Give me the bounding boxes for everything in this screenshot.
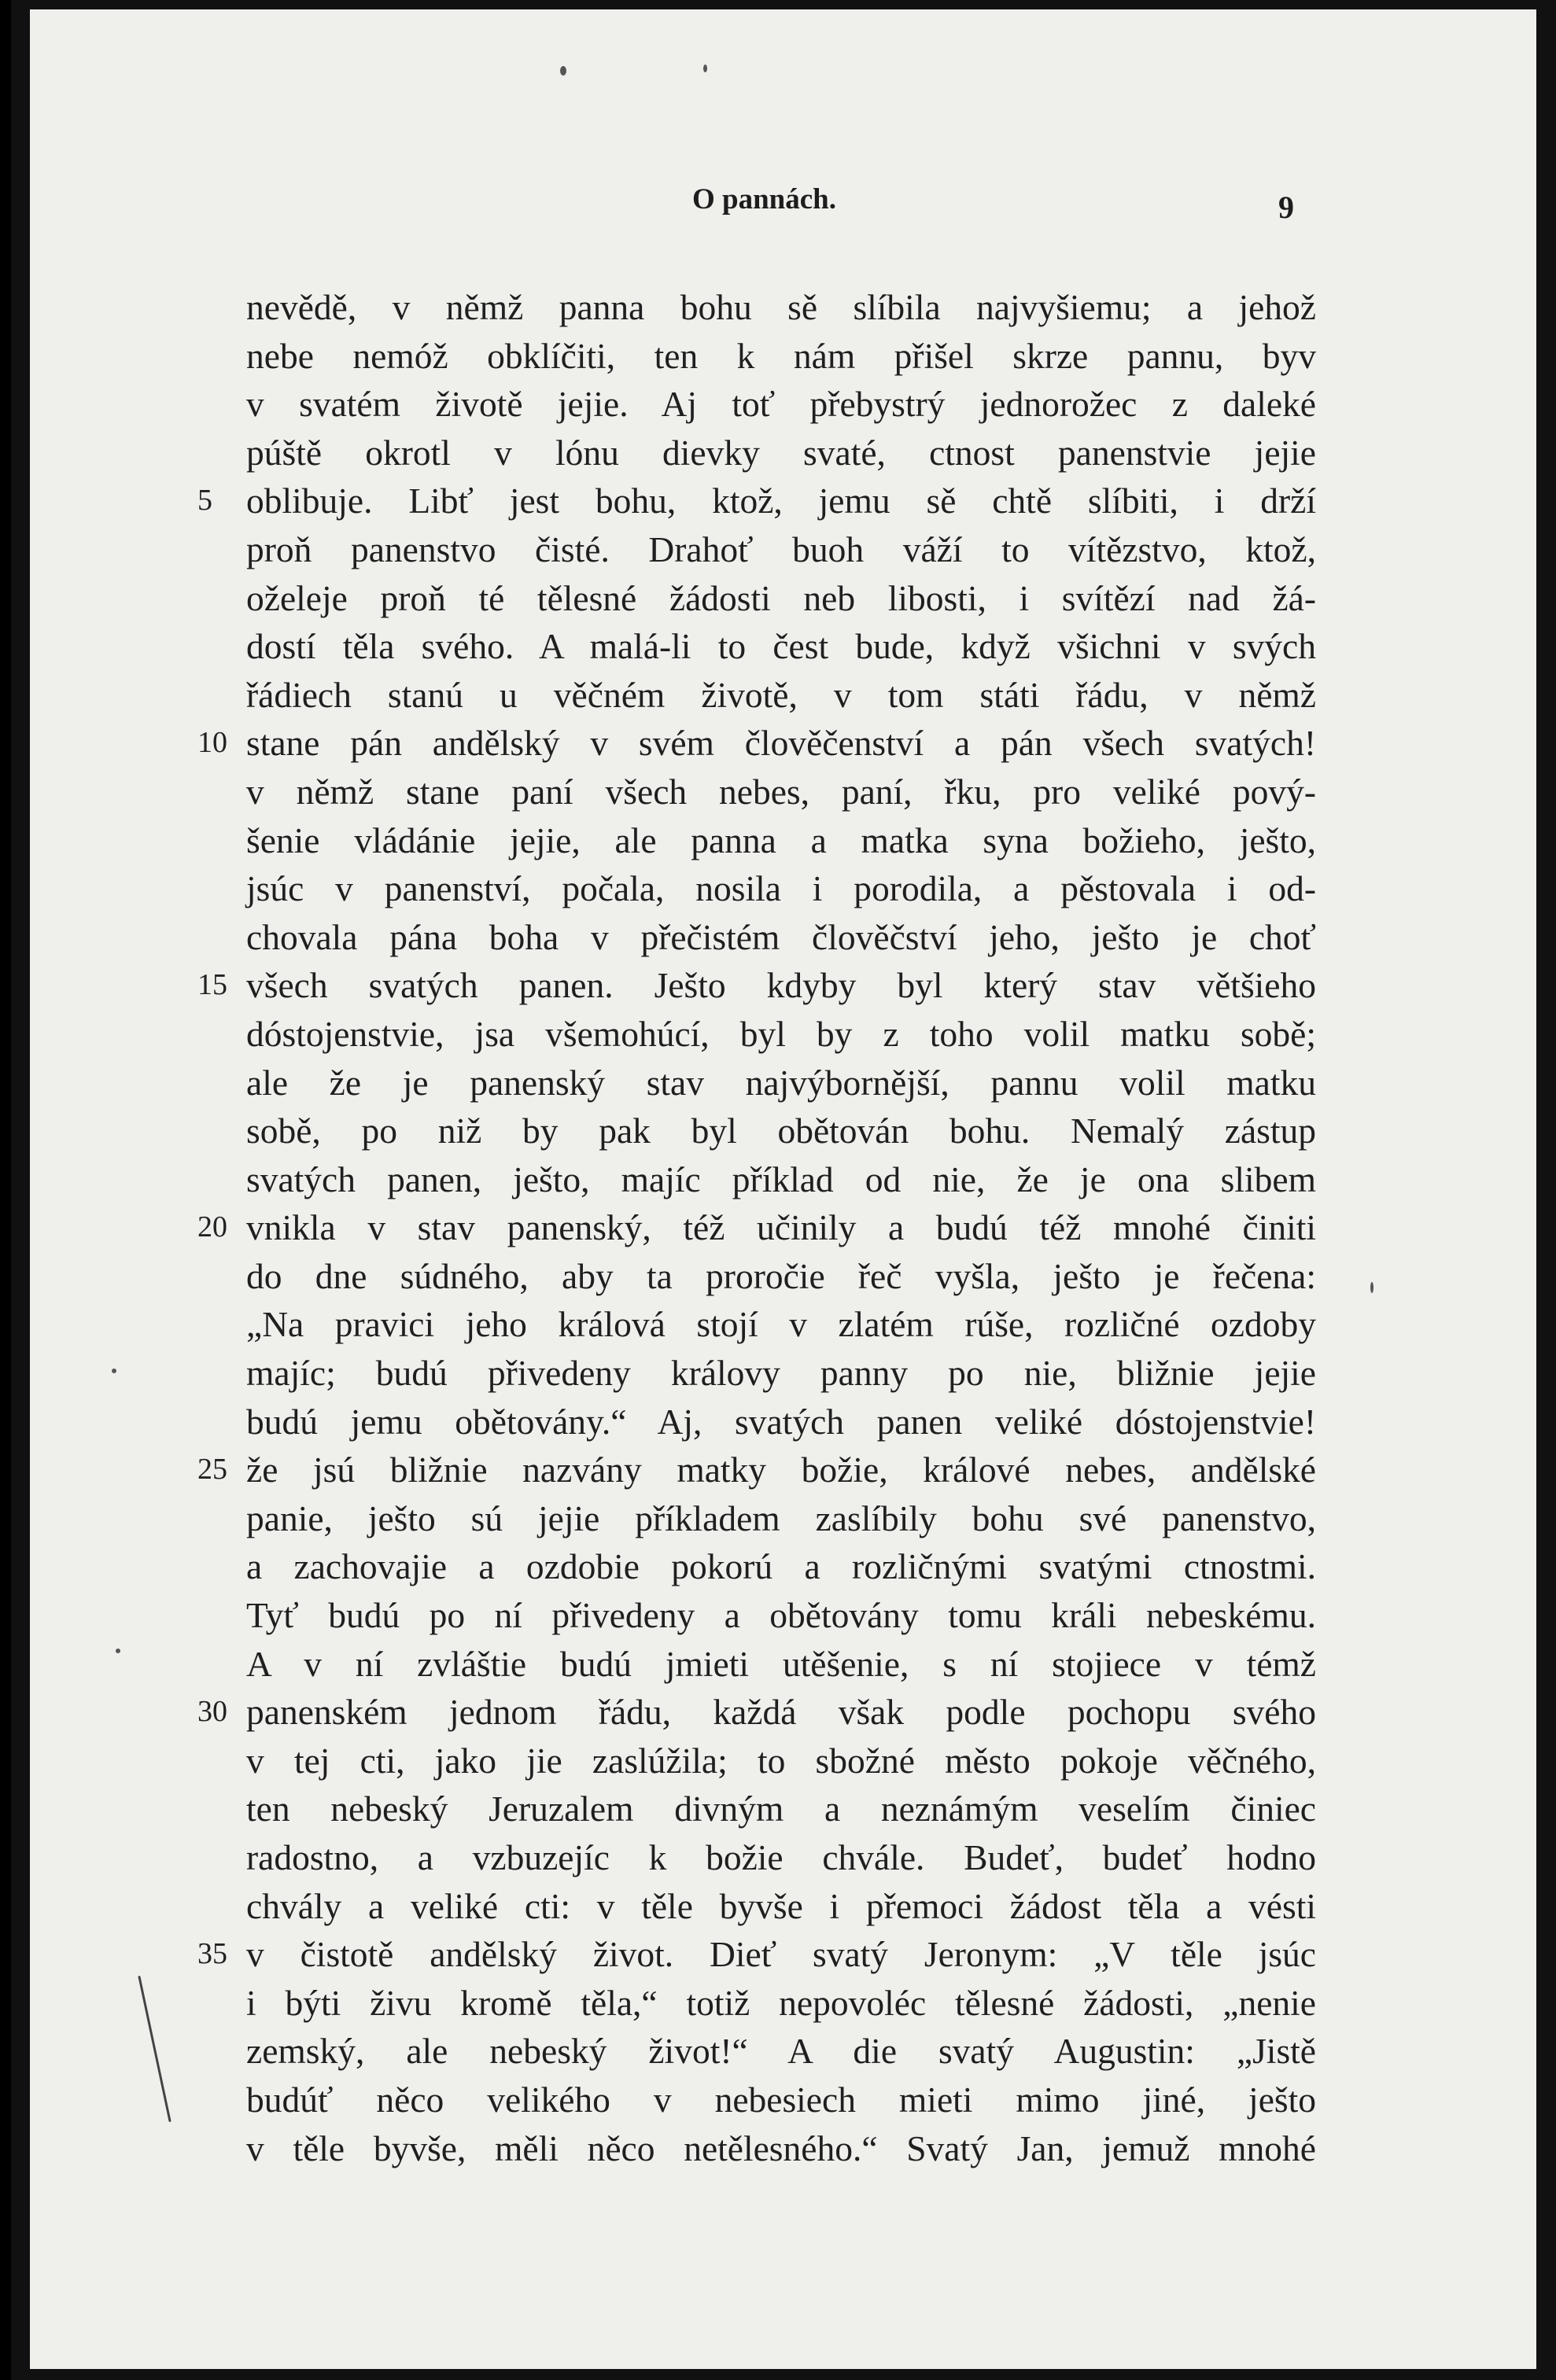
line-number: 20	[197, 1210, 227, 1244]
text-line	[197, 1203, 1316, 1252]
line-text: vnikla v stav panenský, též učinily a budú též mnohé činiti	[246, 1207, 1316, 1248]
text-line	[246, 525, 1316, 574]
text-line	[246, 816, 1316, 865]
line-number: 10	[197, 726, 227, 760]
line-text: proň panenstvo čisté. Drahoť buoh váží to vítězstvo, ktož,	[246, 529, 1316, 569]
text-line	[246, 1059, 1316, 1107]
text-line	[197, 1688, 1316, 1737]
text-line	[246, 380, 1316, 429]
line-text: šenie vládánie jejie, ale panna a matka syna božieho, ješto,	[246, 820, 1316, 860]
text-line	[246, 332, 1316, 381]
line-number: 5	[197, 484, 212, 518]
text-line	[246, 768, 1316, 816]
line-text: panenském jednom řádu, každá však podle pochopu svého	[246, 1692, 1316, 1733]
line-text: svatých panen, ješto, majíc příklad od nie, že je ona slibem	[246, 1159, 1316, 1199]
line-text: majíc; budú přivedeny královy panny po nie, bližnie jejie	[246, 1353, 1316, 1394]
line-number: 25	[197, 1453, 227, 1487]
text-line	[246, 2124, 1316, 2173]
line-number: 15	[197, 968, 227, 1002]
line-text: chvály a veliké cti: v těle byvše i přemoci žádost těla a vésti	[246, 1885, 1316, 1926]
line-number: 30	[197, 1695, 227, 1729]
text-line	[246, 1398, 1316, 1446]
text-line	[246, 1010, 1316, 1059]
line-text: a zachovajie a ozdobie pokorú a rozličnými svatými ctnostmi.	[246, 1546, 1316, 1587]
speck-mark	[703, 64, 707, 72]
text-line	[246, 574, 1316, 623]
text-line	[197, 1446, 1316, 1494]
line-text: řádiech stanú u věčném životě, v tom státi řádu, v němž	[246, 674, 1316, 715]
text-line	[197, 719, 1316, 768]
line-text: ale že je panenský stav najvýbornější, pannu volil matku	[246, 1062, 1316, 1103]
text-line	[246, 429, 1316, 477]
text-line	[246, 2027, 1316, 2076]
line-text: v němž stane paní všech nebes, paní, řku, pro veliké pový-	[246, 771, 1316, 812]
running-title: O pannách.	[692, 183, 837, 216]
text-line	[246, 283, 1316, 332]
line-text: stane pán andělský v svém člověčenství a pán všech svatých!	[246, 723, 1316, 764]
line-text: v tej cti, jako jie zaslúžila; to sbožné město pokoje věčného,	[246, 1740, 1316, 1781]
text-line	[246, 1252, 1316, 1301]
line-text: budú jemu obětovány.“ Aj, svatých panen veliké dóstojenstvie!	[246, 1401, 1316, 1442]
line-text: sobě, po niž by pak byl obětován bohu. Nemalý zástup	[246, 1111, 1316, 1151]
line-text: do dne súdného, aby ta proročie řeč vyšla, ješto je řečena:	[246, 1255, 1316, 1296]
text-line	[246, 1737, 1316, 1785]
line-text: nevědě, v němž panna bohu sě slíbila najvyšiemu; a jehož	[246, 287, 1316, 327]
line-text: Tyť budú po ní přivedeny a obětovány tomu králi nebeskému.	[246, 1595, 1316, 1636]
scan-left-edge	[0, 0, 11, 2380]
line-text: dóstojenstvie, jsa všemohúcí, byl by z toho volil matku sobě;	[246, 1013, 1316, 1054]
line-text: chovala pána boha v přečistém člověčství jeho, ješto je choť	[246, 916, 1316, 957]
body-text	[197, 283, 1316, 2172]
line-text: radostno, a vzbuzejíc k božie chvále. Budeť, budeť hodno	[246, 1837, 1316, 1877]
line-text: zemský, ale nebeský život!“ A die svatý Augustin: „Jistě	[246, 2031, 1316, 2072]
text-line	[246, 1107, 1316, 1155]
line-text: panie, ješto sú jejie příkladem zaslíbily bohu své panenstvo,	[246, 1498, 1316, 1538]
text-line	[246, 2076, 1316, 2124]
text-line	[246, 1155, 1316, 1204]
text-line	[246, 864, 1316, 913]
text-line	[246, 1882, 1316, 1931]
line-text: „Na pravici jeho králová stojí v zlatém rúše, rozličné ozdoby	[246, 1304, 1316, 1345]
text-line	[246, 1833, 1316, 1882]
line-text: v čistotě andělský život. Dieť svatý Jeronym: „V těle jsúc	[246, 1934, 1316, 1975]
text-line	[246, 1494, 1316, 1543]
text-line	[246, 1300, 1316, 1349]
text-line	[246, 1640, 1316, 1689]
speck-mark	[560, 66, 566, 76]
text-line	[246, 622, 1316, 671]
running-header	[0, 182, 1556, 230]
text-line	[246, 1979, 1316, 2028]
text-line	[197, 477, 1316, 525]
line-text: všech svatých panen. Ješto kdyby byl který stav většieho	[246, 965, 1316, 1006]
line-text: nebe nemóž obklíčiti, ten k nám přišel skrze pannu, byv	[246, 335, 1316, 376]
text-line	[197, 1930, 1316, 1979]
line-text: v těle byvše, měli něco netělesného.“ Svatý Jan, jemuž mnohé	[246, 2128, 1316, 2168]
line-text: dostí těla svého. A malá-li to čest bude, když všichni v svých	[246, 626, 1316, 667]
line-text: i býti živu kromě těla,“ totiž nepovoléc tělesné žádosti, „nenie	[246, 1982, 1316, 2023]
line-text: A v ní zvláštie budú jmieti utěšenie, s ní stojiece v témž	[246, 1643, 1316, 1684]
line-text: budúť něco velikého v nebesiech mieti mimo jiné, ješto	[246, 2079, 1316, 2120]
speck-mark	[116, 1649, 120, 1653]
speck-mark	[112, 1369, 116, 1373]
line-number: 35	[197, 1937, 227, 1971]
text-line	[246, 1591, 1316, 1640]
text-line	[246, 913, 1316, 962]
text-line	[246, 1349, 1316, 1398]
line-text: v svatém životě jejie. Aj toť přebystrý jednorožec z daleké	[246, 384, 1316, 425]
speck-mark	[1370, 1282, 1373, 1293]
text-line	[246, 671, 1316, 720]
line-text: oželeje proň té tělesné žádosti neb libosti, i svítězí nad žá-	[246, 577, 1316, 618]
text-line	[246, 1785, 1316, 1833]
line-text: ten nebeský Jeruzalem divným a neznámým veselím činiec	[246, 1789, 1316, 1829]
line-text: jsúc v panenství, počala, nosila i porodila, a pěstovala i od-	[246, 868, 1316, 909]
line-text: oblibuje. Libť jest bohu, ktož, jemu sě chtě slíbiti, i drží	[246, 481, 1316, 521]
line-text: že jsú bližnie nazvány matky božie, králové nebes, andělské	[246, 1450, 1316, 1490]
page-number: 9	[1278, 190, 1294, 225]
text-line	[197, 961, 1316, 1010]
line-text: púště okrotl v lónu dievky svaté, ctnost panenstvie jejie	[246, 432, 1316, 473]
text-line	[246, 1542, 1316, 1591]
